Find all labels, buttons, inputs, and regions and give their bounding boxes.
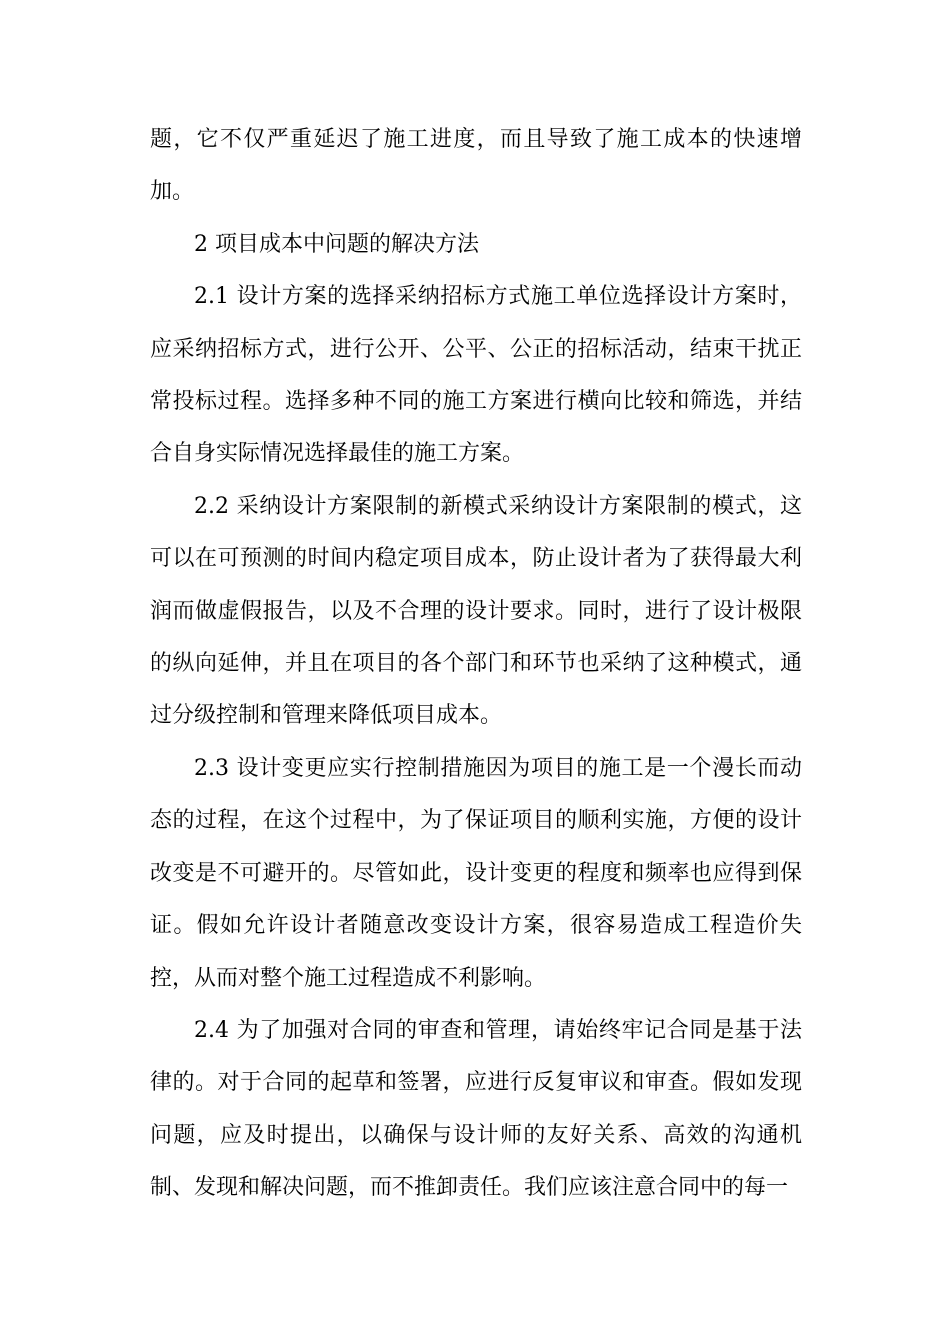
paragraph-continuation: 题，它不仅严重延迟了施工进度，而且导致了施工成本的快速增加。 xyxy=(150,127,802,205)
paragraph-2-2: 2.2 采纳设计方案限制的新模式采纳设计方案限制的模式，这可以在可预测的时间内稳定项目成本，防止设计者为了获得最大利润而做虚假报告，以及不合理的设计要求。同时，进行了设计极限的纵向延伸，并且在项目的各个部门和环节也采纳了这种模式，通过分级控制和管理来降低项目成本。 xyxy=(150,493,802,729)
section-heading-2: 2 项目成本中问题的解决方法 xyxy=(194,231,479,257)
paragraph-2-3: 2.3 设计变更应实行控制措施因为项目的施工是一个漫长而动态的过程，在这个过程中，为了保证项目的顺利实施，方便的设计改变是不可避开的。尽管如此，设计变更的程度和频率也应得到保证。假如允许设计者随意改变设计方案，很容易造成工程造价失控，从而对整个施工过程造成不利影响。 xyxy=(150,755,802,991)
paragraph-2-4: 2.4 为了加强对合同的审查和管理，请始终牢记合同是基于法律的。对于合同的起草和签署，应进行反复审议和审查。假如发现问题，应及时提出，以确保与设计师的友好关系、高效的沟通机制、发现和解决问题，而不推卸责任。我们应该注意合同中的每一 xyxy=(150,1017,802,1201)
paragraph-2-1: 2.1 设计方案的选择采纳招标方式施工单位选择设计方案时，应采纳招标方式，进行公开、公平、公正的招标活动，结束干扰正常投标过程。选择多种不同的施工方案进行横向比较和筛选，并结合自身实际情况选择最佳的施工方案。 xyxy=(150,284,802,467)
document-page xyxy=(150,114,802,1215)
